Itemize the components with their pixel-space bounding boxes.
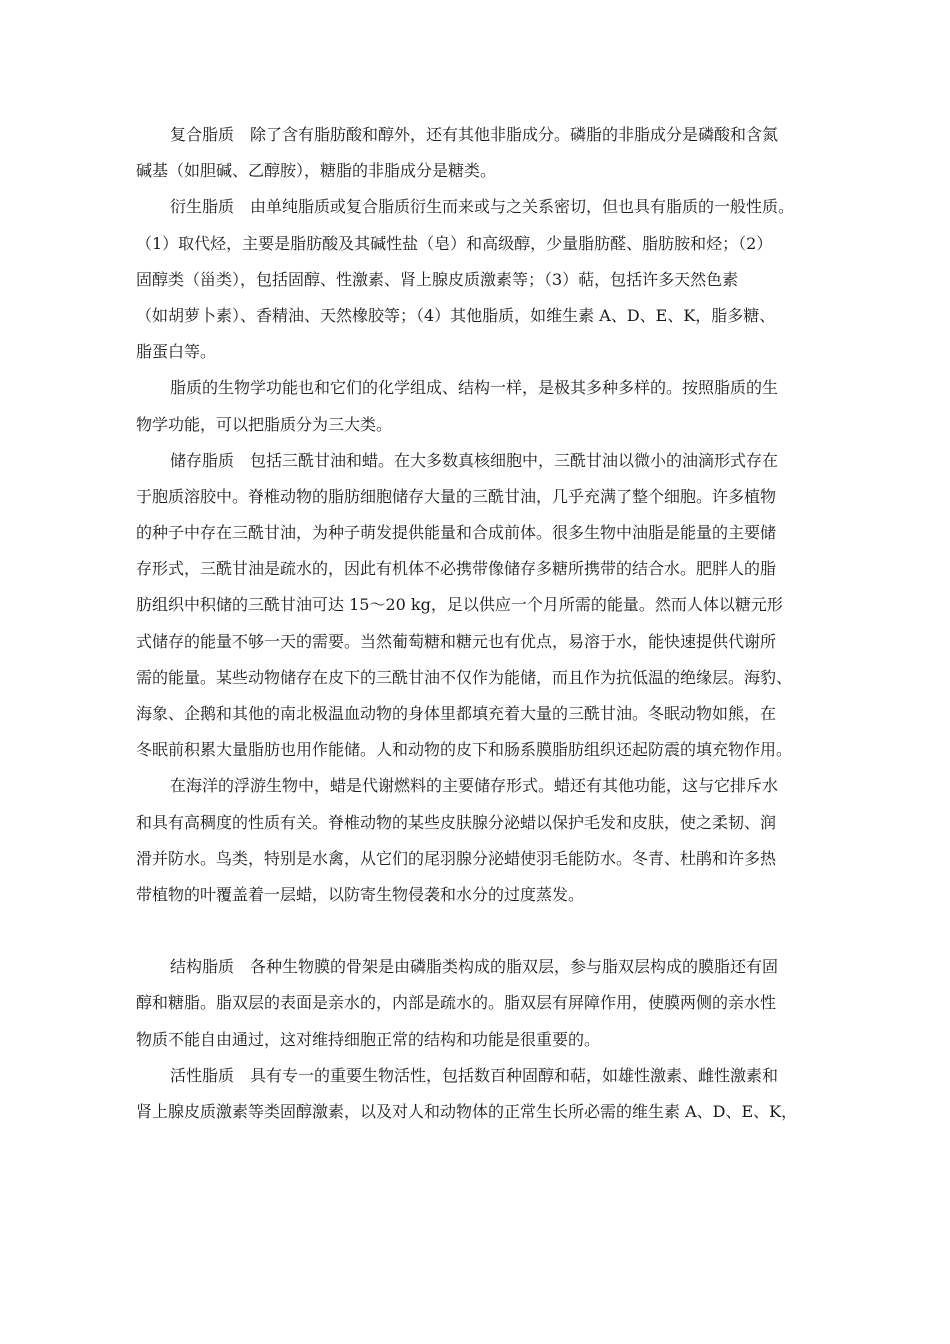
text-line: 存形式，三酰甘油是疏水的，因此有机体不必携带像储存多糖所携带的结合水。肥胖人的脂 xyxy=(136,559,777,579)
text-line: 带植物的叶覆盖着一层蜡，以防寄生物侵袭和水分的过度蒸发。 xyxy=(136,884,585,904)
text-line: 活性脂质 具有专一的重要生物活性，包括数百种固醇和萜，如雄性激素、雌性激素和 xyxy=(170,1065,779,1085)
text-line: 结构脂质 各种生物膜的骨架是由磷脂类构成的脂双层，参与脂双层构成的膜脂还有固 xyxy=(170,957,779,977)
text-line: 物学功能，可以把脂质分为三大类。 xyxy=(136,414,393,434)
text-line: （如胡萝卜素）、香精油、天然橡胶等；（4）其他脂质，如维生素 A、D、E、K，脂多糖、 xyxy=(136,305,776,325)
text-line: 储存脂质 包括三酰甘油和蜡。在大多数真核细胞中，三酰甘油以微小的油滴形式存在 xyxy=(170,450,779,470)
text-line: 和具有高稠度的性质有关。脊椎动物的某些皮肤腺分泌蜡以保护毛发和皮肤，使之柔韧、润 xyxy=(136,812,777,832)
paragraph-biological-functions xyxy=(136,370,826,442)
text-line: 肾上腺皮质激素等类固醇激素，以及对人和动物体的正常生长所必需的维生素 A、D、E、K， xyxy=(136,1101,798,1121)
document-body xyxy=(136,117,826,1130)
text-line: 海象、企鹅和其他的南北极温血动物的身体里都填充着大量的三酰甘油。冬眠动物如熊，在 xyxy=(136,704,777,723)
text-line: 于胞质溶胶中。脊椎动物的脂肪细胞储存大量的三酰甘油，几乎充满了整个细胞。许多植物 xyxy=(136,486,777,506)
text-line: 衍生脂质 由单纯脂质或复合脂质衍生而来或与之关系密切，但也具有脂质的一般性质。 xyxy=(170,197,795,217)
paragraph-active-lipids xyxy=(136,1058,826,1130)
text-line: 物质不能自由通过，这对维持细胞正常的结构和功能是很重要的。 xyxy=(136,1029,601,1049)
text-line: （1）取代烃，主要是脂肪酸及其碱性盐（皂）和高级醇，少量脂肪醛、脂肪胺和烃；（2） xyxy=(136,233,773,253)
paragraph-structural-lipids xyxy=(136,949,826,1058)
text-line: 冬眠前积累大量脂肪也用作能储。人和动物的皮下和肠系膜脂肪组织还起防震的填充物作用。 xyxy=(136,740,793,760)
text-line: 固醇类（甾类），包括固醇、性激素、肾上腺皮质激素等；（3）萜，包括许多天然色素 xyxy=(136,269,739,289)
text-line: 复合脂质 除了含有脂肪酸和醇外，还有其他非脂成分。磷脂的非脂成分是磷酸和含氮 xyxy=(170,125,779,144)
text-line: 的种子中存在三酰甘油，为种子萌发提供能量和合成前体。很多生物中油脂是能量的主要储 xyxy=(136,523,777,543)
text-line: 脂蛋白等。 xyxy=(136,342,217,362)
paragraph-derived-lipids xyxy=(136,189,826,370)
paragraph-waxes xyxy=(136,768,826,913)
paragraph-spacer xyxy=(136,913,826,949)
text-line: 脂质的生物学功能也和它们的化学组成、结构一样，是极其多种多样的。按照脂质的生 xyxy=(170,378,779,398)
text-line: 醇和糖脂。脂双层的表面是亲水的，内部是疏水的。脂双层有屏障作用，使膜两侧的亲水性 xyxy=(136,993,777,1013)
text-line: 肪组织中积储的三酰甘油可达 15～20 kg，足以供应一个月所需的能量。然而人体以糖元形 xyxy=(136,595,783,615)
paragraph-storage-lipids xyxy=(136,443,826,769)
paragraph-complex-lipids xyxy=(136,117,826,189)
text-line: 碱基（如胆碱、乙醇胺），糖脂的非脂成分是糖类。 xyxy=(136,161,497,181)
text-line: 在海洋的浮游生物中，蜡是代谢燃料的主要储存形式。蜡还有其他功能，这与它排斥水 xyxy=(170,776,779,796)
text-line: 需的能量。某些动物储存在皮下的三酰甘油不仅作为能储，而且作为抗低温的绝缘层。海豹、 xyxy=(136,667,793,687)
text-line: 滑并防水。鸟类，特别是水禽，从它们的尾羽腺分泌蜡使羽毛能防水。冬青、杜鹃和许多热 xyxy=(136,848,777,868)
text-line: 式储存的能量不够一天的需要。当然葡萄糖和糖元也有优点，易溶于水，能快速提供代谢所 xyxy=(136,631,777,651)
